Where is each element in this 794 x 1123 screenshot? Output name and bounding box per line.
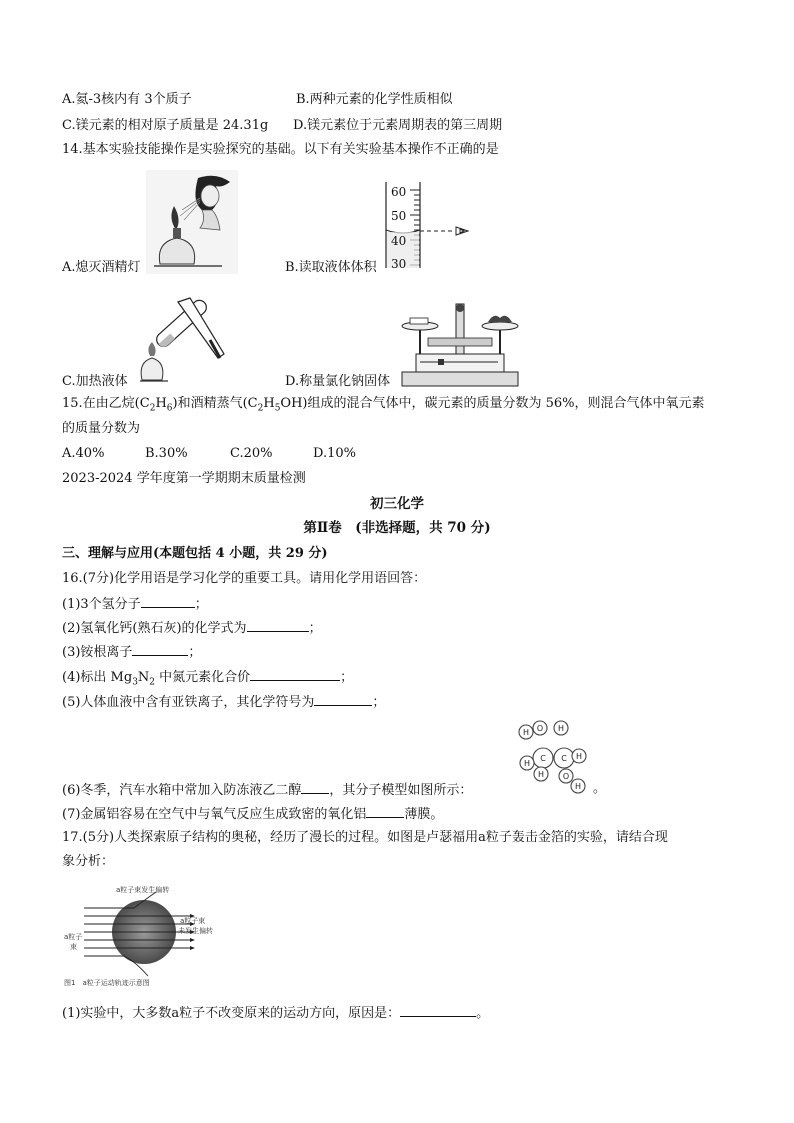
q16-item5: (5)人体血液中含有亚铁离子，其化学符号为 ；	[62, 691, 385, 713]
balance-scale-image	[398, 298, 522, 388]
q15-option-a: A.40%	[62, 446, 105, 461]
atom-h1: H	[522, 728, 530, 737]
q16-blank4[interactable]	[250, 666, 340, 681]
q15-stem-line2: 的质量分数为	[62, 421, 141, 436]
q17-item1: (1)实验中，大多数a粒子不改变原来的运动方向，原因是： 。	[62, 1002, 489, 1024]
alcohol-lamp-blowing-image	[146, 170, 238, 274]
q16-item3: (3)铵根离子 ；	[62, 641, 201, 663]
cylinder-tick-60: 60	[391, 185, 407, 199]
cylinder-tick-40: 40	[391, 234, 407, 248]
atom-o2: O	[562, 772, 570, 781]
q17-blank1[interactable]	[400, 1002, 476, 1017]
section3-title: 三、理解与应用(本题包括 4 小题，共 29 分)	[62, 546, 328, 561]
q16-item7: (7)金属铝容易在空气中与氧气反应生成致密的氧化铝 薄膜。	[62, 803, 443, 825]
atom-h2: H	[557, 724, 565, 733]
fig-label-undeflected1: a粒子束	[180, 917, 206, 925]
q14-stem: 14.基本实验技能操作是实验探究的基础。以下有关实验基本操作不正确的是	[62, 142, 499, 157]
atom-o1: O	[536, 724, 544, 733]
q17-stem-line2: 象分析：	[62, 854, 115, 869]
q13-option-d: D.镁元素位于元素周期表的第三周期	[293, 118, 503, 133]
q17-stem-line1: 17.(5分)人类探索原子结构的奥秘，经历了漫长的过程。如图是卢瑟福用a粒子轰击金箔的实验，请结合现	[62, 830, 668, 845]
q14-option-d: D.称量氯化钠固体	[285, 374, 391, 389]
rutherford-scattering-figure	[64, 884, 224, 988]
q15-stem-line1: 15.在由乙烷$(C_2H_6)$和酒精蒸气$(C_2H_5OH)$组成的混合气体中，碳元素的质量分数为 56%，则混合气体中氧元素	[62, 396, 705, 414]
q16-blank7[interactable]	[366, 803, 404, 818]
atom-h5: H	[537, 770, 545, 779]
heating-test-tube-image	[138, 296, 228, 384]
fig-label-alpha1: a粒子	[64, 933, 83, 941]
fig-caption: 图1 a粒子运动轨迹示意图	[64, 979, 150, 987]
q16-blank3[interactable]	[132, 641, 188, 656]
ethylene-glycol-molecule-model	[514, 716, 590, 794]
cylinder-tick-50: 50	[391, 209, 407, 223]
q16-stem: 16.(7分)化学用语是学习化学的重要工具。请用化学用语回答：	[62, 571, 427, 586]
q16-blank1[interactable]	[141, 593, 195, 608]
q14-option-b: B.读取液体体积	[285, 260, 377, 275]
atom-c2: C	[561, 754, 567, 763]
fig-label-undeflected2: 未发生偏转	[178, 927, 213, 935]
exam-title: 初三化学	[370, 496, 424, 512]
q15-option-c: C.20%	[230, 446, 273, 461]
atom-c1: C	[540, 754, 546, 763]
q16-blank2[interactable]	[247, 617, 309, 632]
q16-blank6[interactable]	[301, 779, 329, 794]
q14-option-c: C.加热液体	[62, 374, 128, 389]
q13-option-b: B.两种元素的化学性质相似	[296, 92, 453, 107]
q16-item2: (2)氢氧化钙(熟石灰)的化学式为 ；	[62, 617, 322, 639]
fig-label-alpha2: 束	[70, 943, 77, 951]
q16-item4: (4)标出 $Mg_3N_2$ 中氮元素化合价 ；	[62, 666, 353, 688]
q14-option-a: A.熄灭酒精灯	[62, 260, 141, 275]
atom-h6: H	[574, 782, 582, 791]
cylinder-tick-30: 30	[391, 257, 407, 271]
exam-year-line: 2023-2024 学年度第一学期期末质量检测	[62, 471, 306, 486]
q15-option-d: D.10%	[313, 446, 356, 461]
q16-blank5[interactable]	[314, 691, 372, 706]
q13-option-c: C.镁元素的相对原子质量是 24.31g	[62, 118, 269, 133]
atom-h4: H	[523, 759, 531, 768]
volume-title: 第Ⅱ卷 (非选择题，共 70 分)	[303, 520, 491, 536]
q16-item1: (1)3个氢分子 ；	[62, 593, 208, 615]
q15-option-b: B.30%	[145, 446, 188, 461]
atom-h3: H	[575, 752, 583, 761]
fig-label-deflected: a粒子束发生偏转	[116, 886, 170, 894]
q16-item6: (6)冬季，汽车水箱中常加入防冻液乙二醇 ，其分子模型如图所示：	[62, 779, 472, 801]
q13-option-a: A.氦-3核内有 3个质子	[62, 92, 192, 107]
q16-item6-period: 。	[593, 781, 607, 796]
